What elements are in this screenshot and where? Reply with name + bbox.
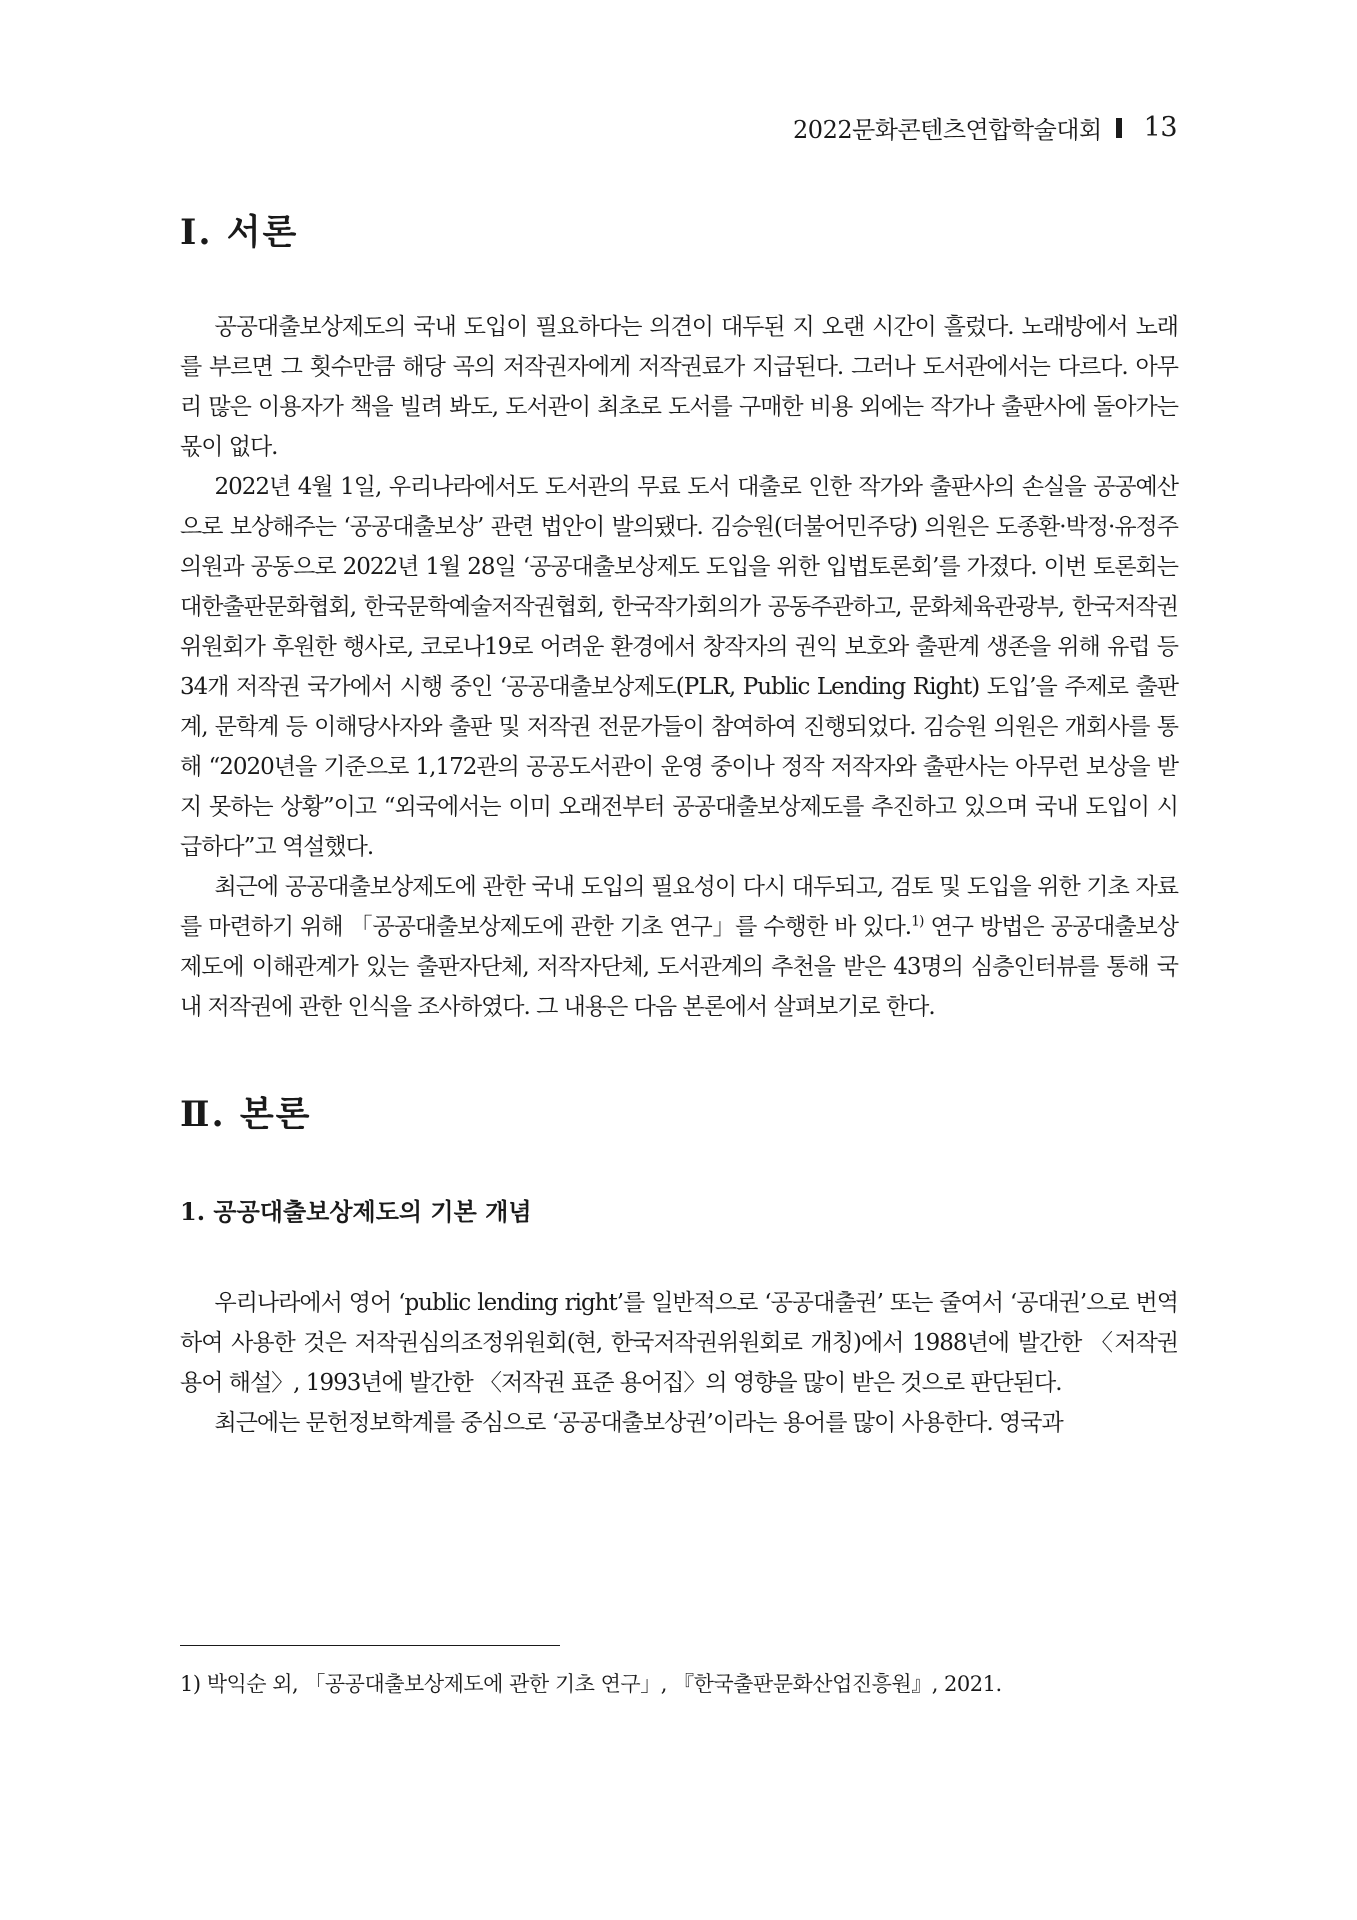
header-title: 2022문화콘텐츠연합학술대회 — [793, 116, 1102, 144]
paragraph: 최근에는 문헌정보학계를 중심으로 ‘공공대출보상권’이라는 용어를 많이 사용한다. 영국과 — [214, 1410, 1063, 1436]
footnote-reference[interactable]: 1) — [911, 913, 924, 930]
section-heading-introduction: Ⅰ. 서론 — [180, 212, 299, 253]
running-header — [793, 110, 1177, 145]
main-content — [180, 205, 1178, 1443]
section-heading-main-body: Ⅱ. 본론 — [180, 1094, 312, 1135]
subsection-heading: 1. 공공대출보상제도의 기본 개념 — [180, 1197, 532, 1226]
footnote-divider — [180, 1645, 560, 1646]
footnote: 1) 박익순 외, 「공공대출보상제도에 관한 기초 연구」, 『한국출판문화산업진흥원』, 2021. — [180, 1672, 1002, 1696]
paragraph: 우리나라에서 영어 ‘public lending right’를 일반적으로 ‘공공대출권’ 또는 줄여서 ‘공대권’으로 번역하여 사용한 것은 저작권심의조정위원회(현, 한국저작권위원회로 개칭)에서 1988년에 발간한 〈저작권 용어 해설〉, 1993년에 발간한 〈저작권 표준 용어집〉의 영향을 많이 받은 것으로 판단된다. — [180, 1290, 1178, 1396]
paragraph — [180, 867, 1178, 1027]
header-separator-bar — [1116, 118, 1122, 138]
paragraph-text: 연구 방법은 공공대출보상제도에 이해관계가 있는 출판자단체, 저작자단체, 도서관계의 추천을 받은 43명의 심층인터뷰를 통해 국내 저작권에 관한 인식을 조사하였다. 그 내용은 다음 본론에서 살펴보기로 한다. — [180, 914, 1178, 1020]
paragraph: 2022년 4월 1일, 우리나라에서도 도서관의 무료 도서 대출로 인한 작가와 출판사의 손실을 공공예산으로 보상해주는 ‘공공대출보상’ 관련 법안이 발의됐다. 김승원(더불어민주당) 의원은 도종환·박정·유정주 의원과 공동으로 2022년 1월 28일 ‘공공대출보상제도 도입을 위한 입법토론회’를 가졌다. 이번 토론회는 대한출판문화협회, 한국문학예술저작권협회, 한국작가회의가 공동주관하고, 문화체육관광부, 한국저작권위원회가 후원한 행사로, 코로나19로 어려운 환경에서 창작자의 권익 보호와 출판계 생존을 위해 유럽 등 34개 저작권 국가에서 시행 중인 ‘공공대출보상제도(PLR, Public Lending Right) 도입’을 주제로 출판계, 문학계 등 이해당사자와 출판 및 저작권 전문가들이 참여하여 진행되었다. 김승원 의원은 개회사를 통해 “2020년을 기준으로 1,172관의 공공도서관이 운영 중이나 정작 저작자와 출판사는 아무런 보상을 받지 못하는 상황”이고 “외국에서는 이미 오래전부터 공공대출보상제도를 추진하고 있으며 국내 도입이 시급하다”고 역설했다. — [180, 474, 1178, 860]
paragraph: 공공대출보상제도의 국내 도입이 필요하다는 의견이 대두된 지 오랜 시간이 흘렀다. 노래방에서 노래를 부르면 그 횟수만큼 해당 곡의 저작권자에게 저작권료가 지급된다. 그러나 도서관에서는 다르다. 아무리 많은 이용자가 책을 빌려 봐도, 도서관이 최초로 도서를 구매한 비용 외에는 작가나 출판사에 돌아가는 몫이 없다. — [180, 314, 1178, 460]
page-number: 13 — [1143, 112, 1177, 143]
paragraph-text: 최근에 공공대출보상제도에 관한 국내 도입의 필요성이 다시 대두되고, 검토 및 도입을 위한 기초 자료를 마련하기 위해 「공공대출보상제도에 관한 기초 연구」를 수행한 바 있다. — [180, 874, 1178, 940]
